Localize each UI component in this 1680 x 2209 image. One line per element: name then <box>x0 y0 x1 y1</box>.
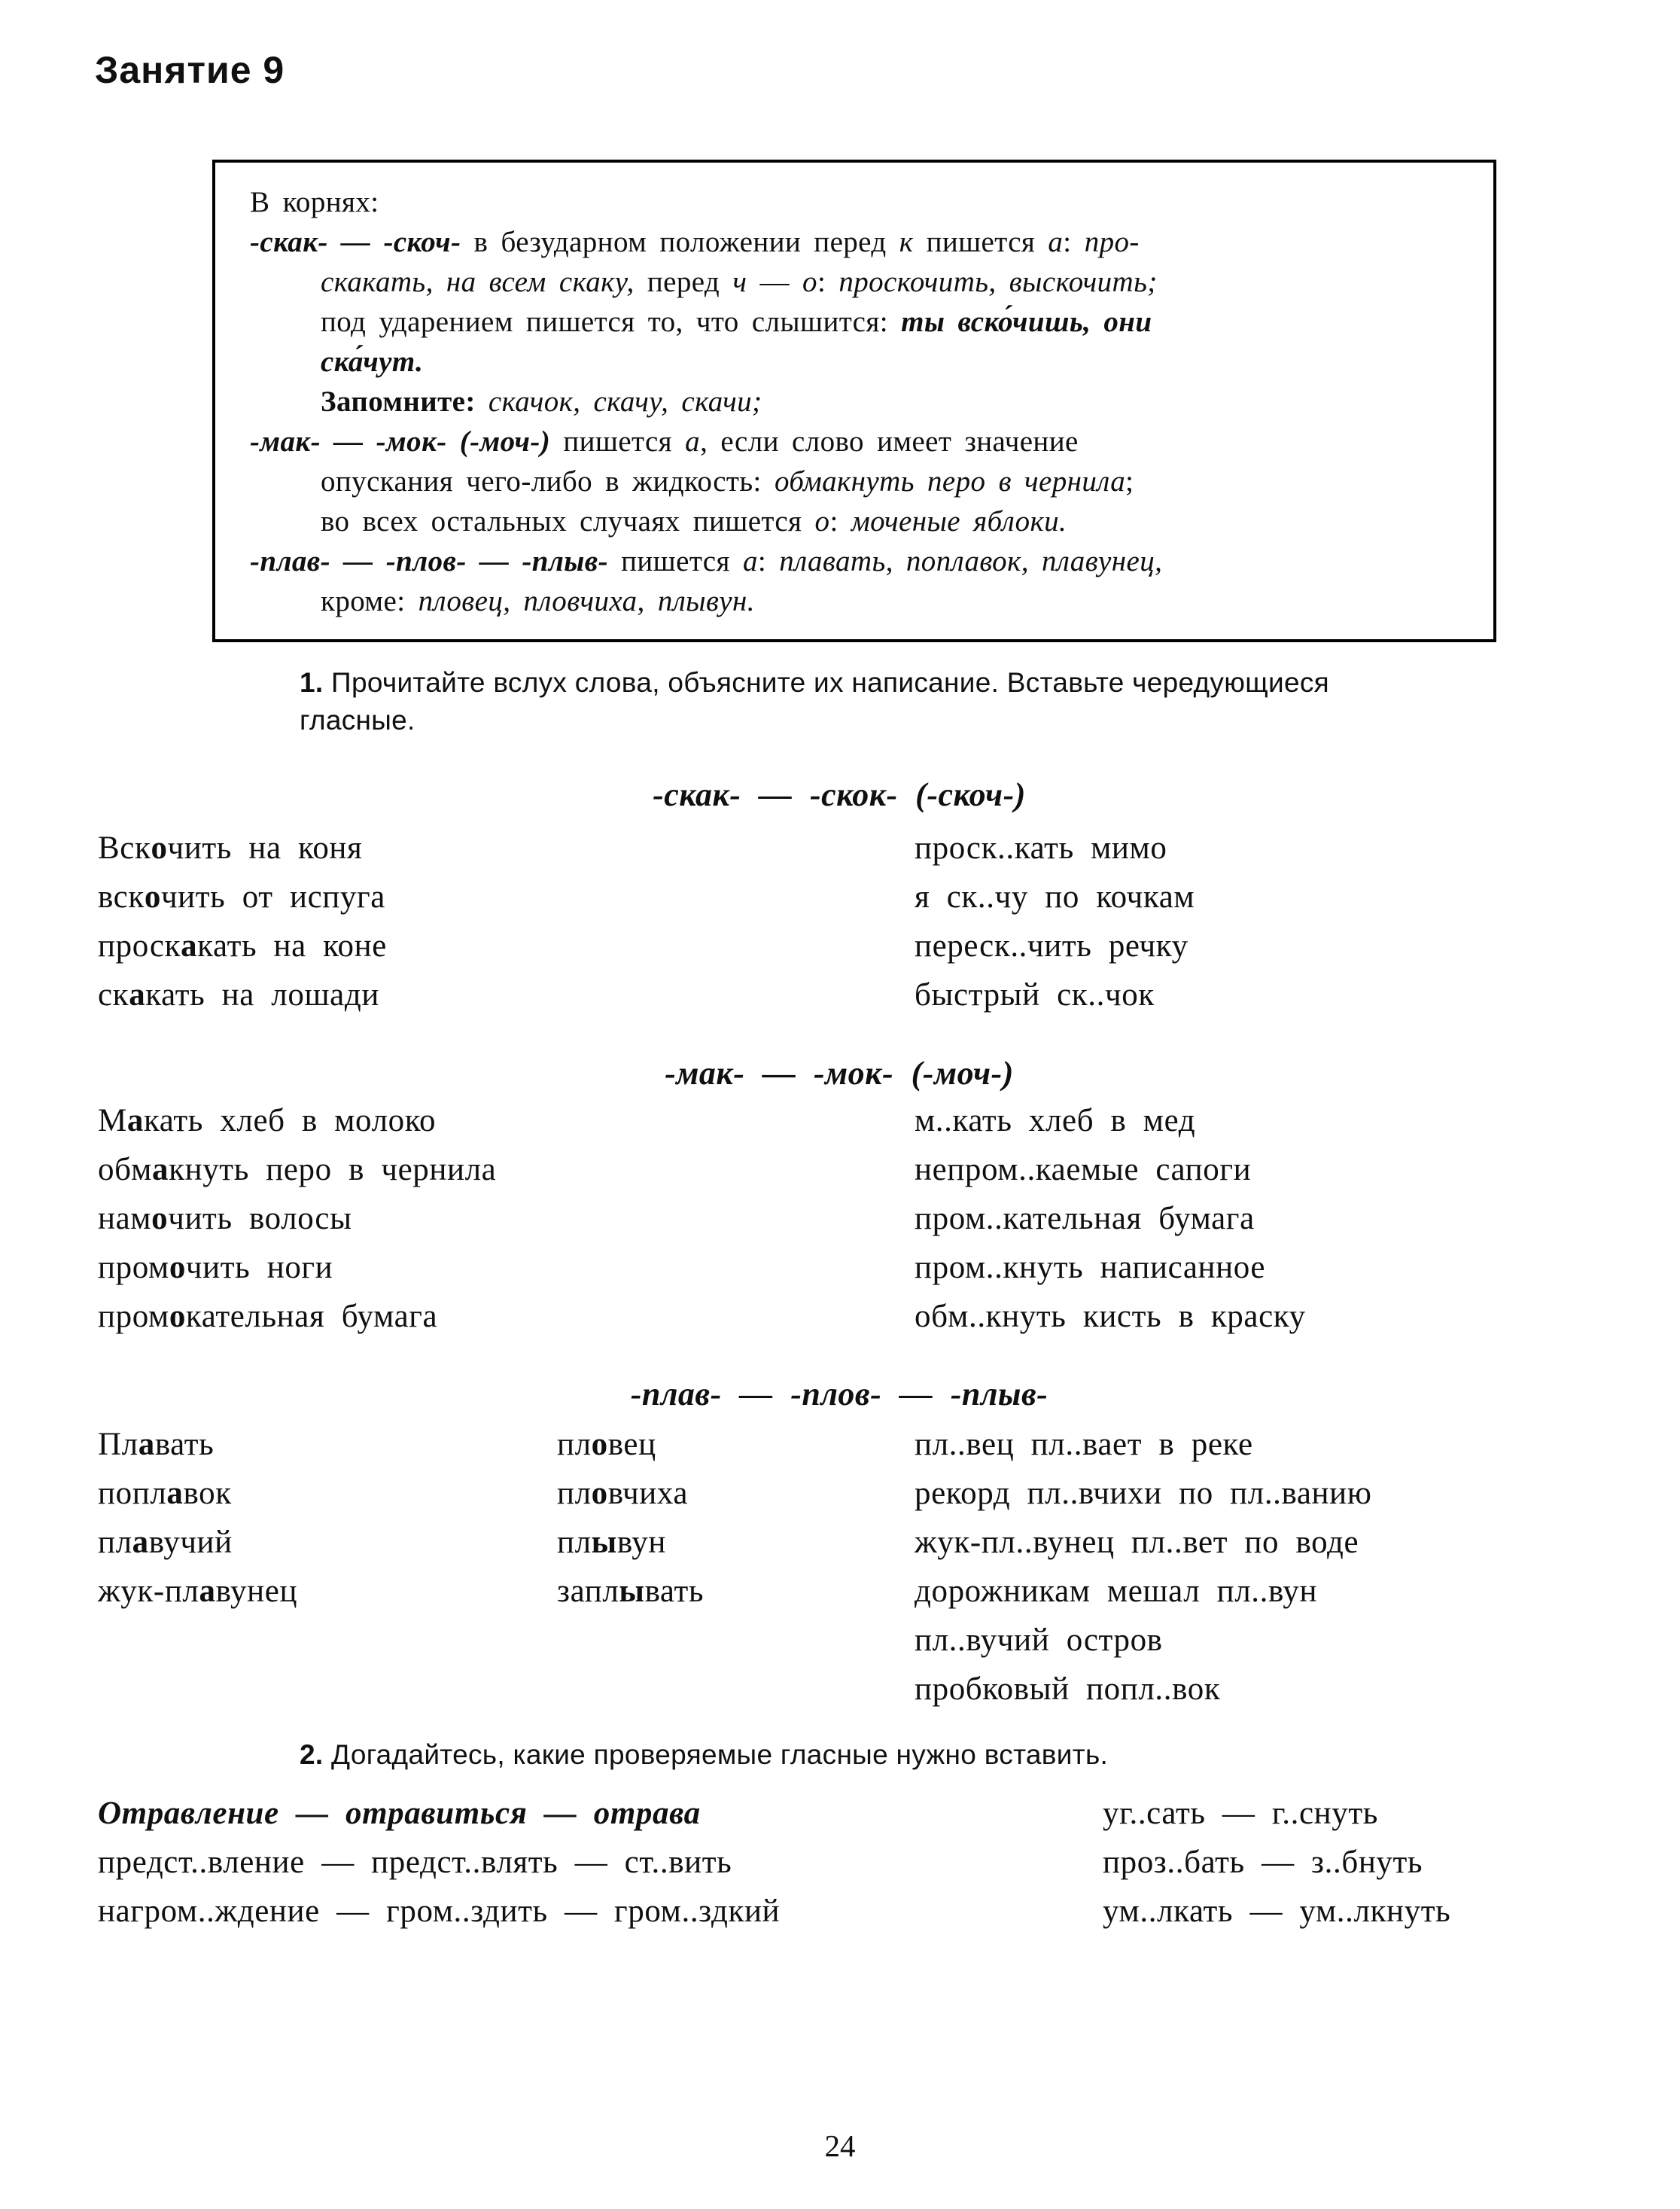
text-line: м..кать хлеб в мед <box>915 1103 1196 1138</box>
rule-text-line: -мак- — -мок- (-моч-) пишется а, если слово имеет значение <box>250 425 1079 458</box>
text-line: проскакать на коне <box>98 928 387 964</box>
text-line: пл..вучий остров <box>915 1622 1163 1658</box>
text-line: дорожникам мешал пл..вун <box>915 1574 1318 1609</box>
text-line: намочить волосы <box>98 1201 352 1236</box>
word-column-left <box>98 1789 1103 1936</box>
text-line: пром..кнуть написанное <box>915 1250 1266 1285</box>
text-line: проск..кать мимо <box>915 830 1167 866</box>
text-line: Макать хлеб в молоко <box>98 1103 437 1138</box>
rule-text-line: В корнях: <box>250 186 379 218</box>
word-column-left <box>98 824 915 1019</box>
rule-text-line: скакать, на всем скаку, перед ч — о: проскочить, выскочить; <box>321 266 1158 298</box>
text-line: переск..чить речку <box>915 928 1188 964</box>
text-line: предст..вление — предст..влять — ст..вить <box>98 1845 732 1880</box>
exercise1-section-plav <box>98 1420 1588 1714</box>
text-line: пловчиха <box>557 1476 689 1511</box>
text-line: непром..каемые сапоги <box>915 1152 1252 1187</box>
text-line: промокательная бумага <box>98 1299 438 1334</box>
text-line: вскочить от испуга <box>98 879 385 915</box>
rule-text-line: ска́чут. <box>321 346 424 378</box>
text-line: скакать на лошади <box>98 977 379 1013</box>
exercise1-section-mak <box>98 1096 1588 1341</box>
page-number: 24 <box>824 2128 856 2163</box>
word-column-right <box>915 1096 1581 1341</box>
text-line: уг..сать — г..снуть <box>1103 1796 1378 1831</box>
word-column-right <box>915 824 1581 1019</box>
text-line: нагром..ждение — гром..здить — гром..здкий <box>98 1894 781 1929</box>
text-line: пловец <box>557 1427 656 1462</box>
rule-text-line: -скак- — -скоч- в безударном положении перед к пишется а: про- <box>250 226 1140 258</box>
text-line: промочить ноги <box>98 1250 333 1285</box>
text-line: ум..лкать — ум..лкнуть <box>1103 1894 1451 1929</box>
text-line: плывун <box>557 1525 667 1560</box>
root-heading-plav-plov-plyv: -плав- — -плов- — -плыв- <box>630 1376 1048 1412</box>
text-line: я ск..чу по кочкам <box>915 879 1195 915</box>
text-line: поплавок <box>98 1476 232 1511</box>
rule-text-line: Запомните: скачок, скачу, скачи; <box>321 385 762 418</box>
rule-text-line: под ударением пишется то, что слышится: ты вско́чишь, они <box>321 306 1152 338</box>
rule-text-line: опускания чего-либо в жидкость: обмакнуть перо в чернила; <box>321 465 1134 498</box>
word-column-right <box>1103 1789 1581 1936</box>
text-line: пл..вец пл..вает в реке <box>915 1427 1253 1462</box>
text-line: жук-плавунец <box>98 1574 298 1609</box>
text-line: 2. Догадайтесь, какие проверяемые гласные нужно вставить. <box>300 1739 1109 1770</box>
exercise1-section-skak <box>98 824 1588 1019</box>
text-line: пробковый попл..вок <box>915 1671 1221 1707</box>
rule-text-line: кроме: пловец, пловчиха, плывун. <box>321 585 755 617</box>
text-line: заплывать <box>557 1574 705 1609</box>
root-heading-skak-skok: -скак- — -скок- (-скоч-) <box>653 776 1026 813</box>
text-line: обмакнуть перо в чернила <box>98 1152 497 1187</box>
text-line: рекорд пл..вчихи по пл..ванию <box>915 1476 1372 1511</box>
text-line: быстрый ск..чок <box>915 977 1155 1013</box>
text-line: Отравление — отравиться — отрава <box>98 1796 701 1831</box>
text-line: Вскочить на коня <box>98 830 363 866</box>
exercise1-instructions <box>300 664 1519 739</box>
word-column-left <box>98 1096 915 1341</box>
word-column-3 <box>915 1420 1581 1714</box>
text-line: плавучий <box>98 1525 233 1560</box>
spelling-rules-box <box>212 160 1496 642</box>
root-heading-mak-mok: -мак- — -мок- (-моч-) <box>665 1055 1014 1092</box>
text-line: пром..кательная бумага <box>915 1201 1255 1236</box>
text-line: жук-пл..вунец пл..вет по воде <box>915 1525 1359 1560</box>
text-line: Плавать <box>98 1427 215 1462</box>
text-line: 1. Прочитайте вслух слова, объясните их написание. Вставьте чередующиеся <box>300 667 1330 698</box>
rule-text-line: -плав- — -плов- — -плыв- пишется а: плавать, поплавок, плавунец, <box>250 545 1163 577</box>
text-line: обм..кнуть кисть в краску <box>915 1299 1306 1334</box>
exercise2-instructions <box>300 1736 1519 1774</box>
lesson-title: Занятие 9 <box>95 49 285 91</box>
text-line: гласные. <box>300 705 415 736</box>
text-line: проз..бать — з..бнуть <box>1103 1845 1423 1880</box>
word-column-2 <box>557 1420 915 1616</box>
rule-text-line: во всех остальных случаях пишется о: моченые яблоки. <box>321 505 1067 538</box>
word-column-1 <box>98 1420 557 1616</box>
exercise2-word-lists <box>98 1789 1588 1936</box>
